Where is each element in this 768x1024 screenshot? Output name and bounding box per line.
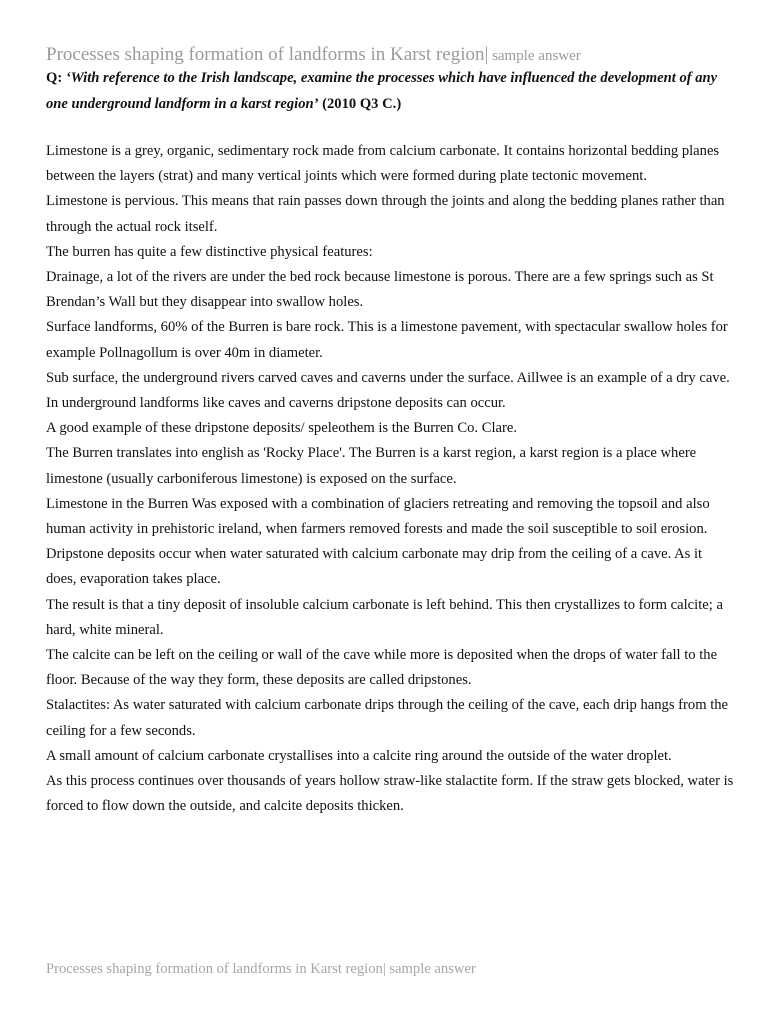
paragraph: The Burren translates into english as 'Rocky Place'. The Burren is a karst region, a karst region is a place where limestone (usually carboniferous limestone) is exposed on the surface. (46, 445, 697, 487)
header-separator: | (484, 44, 489, 65)
paragraph: The result is that a tiny deposit of insoluble calcium carbonate is left behind. This then crystallizes to form calcite; a hard, white mineral. (46, 596, 723, 638)
paragraph: A small amount of calcium carbonate crystallises into a calcite ring around the outside of the water droplet. (46, 747, 672, 764)
page-footer (46, 958, 736, 980)
paragraph: The calcite can be left on the ceiling or wall of the cave while more is deposited when the drops of water fall to the floor. Because of the way they form, these deposits are called dripstones. (46, 647, 718, 689)
page-header (46, 43, 736, 68)
paragraph: Drainage, a lot of the rivers are under the bed rock because limestone is porous. There are a few springs such as St Brendan’s Wall but they disappear into swallow holes. (46, 269, 714, 311)
paragraph: Dripstone deposits occur when water saturated with calcium carbonate may drip from the ceiling of a cave. As it does, evaporation takes place. (46, 546, 703, 588)
question-text: ‘With reference to the Irish landscape, examine the processes which have influenced the development of any one underground landform in a karst region’ (46, 70, 718, 112)
paragraph: As this process continues over thousands of years hollow straw-like stalactite form. If the straw gets blocked, water is forced to flow down the outside, and calcite deposits thicken. (46, 773, 734, 815)
exam-question (46, 66, 736, 117)
footer-separator: | (382, 961, 386, 977)
question-reference: (2010 Q3 C.) (318, 95, 402, 112)
paragraph: Limestone in the Burren Was exposed with a combination of glaciers retreating and removing the topsoil and also human activity in prehistoric ireland, when farmers removed forests and made the soil susceptible to soil erosion. (46, 495, 710, 538)
paragraph: Surface landforms, 60% of the Burren is bare rock. This is a limestone pavement, with spectacular swallow holes for example Pollnagollum is over 40m in diameter. (46, 319, 728, 361)
paragraph: Stalactites: As water saturated with calcium carbonate drips through the ceiling of the cave, each drip hangs from the ceiling for a few seconds. (46, 697, 729, 739)
paragraph: A good example of these dripstone deposits/ speleothem is the Burren Co. Clare. (46, 420, 517, 437)
answer-body (46, 139, 736, 819)
header-title: Processes shaping formation of landforms in Karst region (46, 44, 485, 65)
footer-subtitle: sample answer (385, 961, 476, 977)
header-subtitle: sample answer (488, 48, 581, 64)
paragraph: Sub surface, the underground rivers carved caves and caverns under the surface. Aillwee is an example of a dry cave. (46, 369, 730, 386)
footer-title: Processes shaping formation of landforms in Karst region (46, 961, 383, 977)
question-label: Q: (46, 70, 66, 86)
paragraph: The burren has quite a few distinctive physical features: (46, 243, 373, 260)
paragraph: Limestone is a grey, organic, sedimentary rock made from calcium carbonate. It contains horizontal bedding planes between the layers (strat) and many vertical joints which were formed during plate tectonic movement. (46, 143, 720, 185)
paragraph: Limestone is pervious. This means that rain passes down through the joints and along the bedding planes rather than through the actual rock itself. (46, 193, 725, 235)
paragraph: In underground landforms like caves and caverns dripstone deposits can occur. (46, 395, 506, 412)
